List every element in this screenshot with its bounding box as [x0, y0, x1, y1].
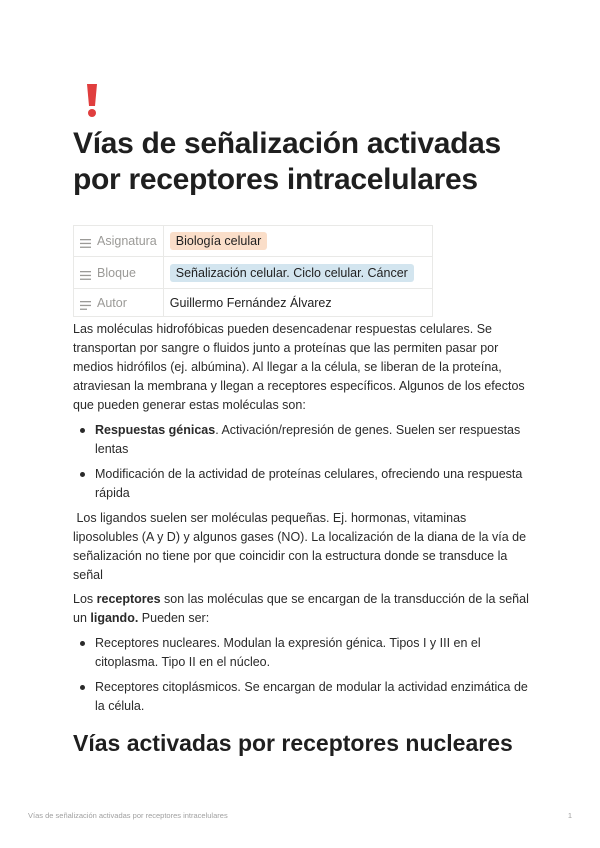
page-number: 1 [567, 811, 572, 820]
receptor-types-list [73, 634, 533, 716]
text-run: Los [73, 592, 97, 606]
list-item [95, 421, 533, 459]
page-title: Vías de señalización activadas por receptores intracelulares [73, 127, 501, 196]
property-value[interactable] [163, 226, 432, 257]
list-item: Receptores citoplásmicos. Se encargan de modular la actividad enzimática de la célula. [95, 678, 533, 716]
bold-text: receptores [96, 592, 161, 606]
list-icon [80, 269, 91, 278]
property-label: Autor [97, 295, 127, 310]
page-footer [28, 811, 574, 820]
bold-text: Respuestas génicas [95, 423, 216, 437]
bold-text: ligando. [90, 611, 139, 625]
author-name: Guillermo Fernández Álvarez [169, 295, 332, 310]
subject-tag: Biología celular [170, 232, 267, 250]
list-item: Receptores nucleares. Modulan la expresión génica. Tipos I y III en el citoplasma. Tipo II en el núcleo. [95, 634, 533, 672]
exclamation-icon [84, 82, 100, 118]
property-key [74, 257, 164, 289]
ligands-paragraph: Los ligandos suelen ser moléculas pequeñas. Ej. hormonas, vitaminas liposolubles (A y D) y algunos gases (NO). La localización de la diana de la vía de señalización no tiene por que coincidir con la estructura donde se transduce la señal [73, 511, 530, 582]
list-item-text: Modificación de la actividad de proteínas celulares, ofreciendo una respuesta rápida [95, 467, 523, 500]
property-row [74, 226, 433, 257]
property-label: Asignatura [97, 234, 157, 248]
page-content [73, 320, 533, 716]
receptors-paragraph [73, 590, 533, 628]
property-label: Bloque [97, 265, 136, 280]
property-value[interactable] [163, 257, 432, 289]
list-item [95, 465, 533, 503]
footer-title: Vías de señalización activadas por receptores intracelulares [28, 811, 228, 820]
effects-list [73, 421, 533, 503]
properties-table [73, 225, 433, 317]
list-item-text: . Activación/represión de genes. Suelen ser respuestas lentas [95, 423, 521, 456]
block-tag: Señalización celular. Ciclo celular. Cáncer [170, 264, 414, 282]
property-row [74, 257, 433, 289]
text-run: Pueden ser: [138, 611, 210, 625]
section-heading: Vías activadas por receptores nucleares [73, 730, 513, 756]
property-key [74, 226, 164, 257]
property-value[interactable] [163, 289, 432, 317]
text-run: son las moléculas que se encargan de la transducción de la señal un [73, 592, 529, 625]
property-key [74, 289, 164, 317]
property-row [74, 289, 433, 317]
list-icon [80, 237, 91, 246]
text-icon [80, 299, 91, 308]
intro-paragraph: Las moléculas hidrofóbicas pueden desencadenar respuestas celulares. Se transportan por sangre o fluidos junto a proteínas que las permiten pasar por medios hidrófilos (ej. albúmina). Al llegar a la célula, se liberan de la proteína, atraviesan la membrana y llegan a receptores específicos. Algunos de los efectos que pueden generar estas moléculas son: [73, 322, 525, 412]
